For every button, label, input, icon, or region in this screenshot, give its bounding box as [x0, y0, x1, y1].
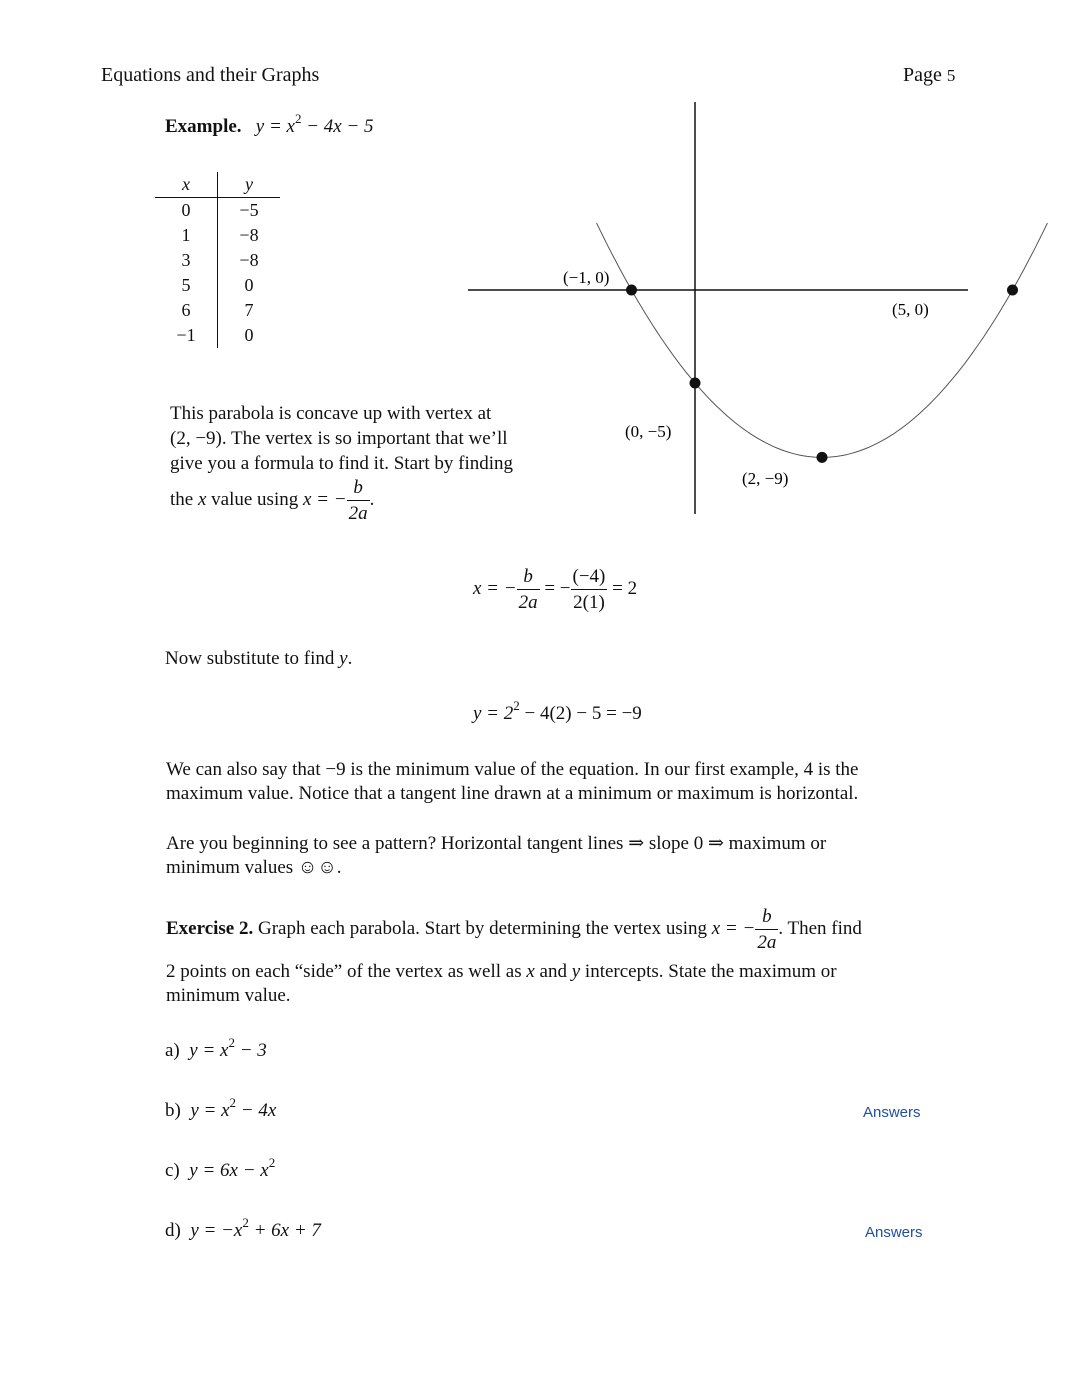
- problem-rest: − 4x: [236, 1100, 277, 1121]
- vertex-text-line: (2, −9). The vertex is so important that we’ll: [170, 428, 508, 449]
- table-cell-y: −5: [239, 200, 259, 220]
- calc-x-fraction-2: [571, 567, 608, 612]
- calc-y-lhs: y = 2: [473, 703, 514, 724]
- table-cell-y: −8: [239, 250, 259, 270]
- problem-c: [165, 1155, 276, 1182]
- fraction-numerator: (−4): [571, 567, 608, 590]
- exercise-line-2: [166, 960, 837, 984]
- substitute-text: [165, 648, 352, 670]
- label-5-0: (5, 0): [892, 300, 929, 319]
- calc-y-exp: 2: [513, 698, 520, 713]
- example-eq-lhs: y = x: [255, 116, 295, 137]
- example-label: Example.: [165, 116, 242, 137]
- exercise-line-3: minimum value.: [166, 985, 291, 1006]
- exercise-var: x: [526, 961, 535, 982]
- problem-label: d): [165, 1220, 181, 1241]
- problem-eq: y = x: [190, 1100, 230, 1121]
- table-cell-x: 3: [155, 248, 218, 273]
- label-neg1-0: (−1, 0): [563, 268, 610, 287]
- exercise-formula-fraction: [755, 907, 778, 952]
- table-cell-x: 0: [155, 198, 218, 224]
- vertex-explanation: [170, 401, 513, 476]
- parabola-graph: [0, 0, 1080, 540]
- vertex-formula-fraction: [347, 478, 370, 523]
- exercise-lines-2-3: [166, 960, 837, 1008]
- calc-y-rest: − 4(2) − 5 = −9: [519, 703, 642, 724]
- exercise-line-1: [166, 907, 862, 952]
- exercise-text: . Then find: [778, 917, 862, 939]
- exercise-text: Graph each parabola. Start by determining the vertex using: [253, 917, 712, 939]
- point-neg1-0: [626, 285, 637, 296]
- calc-x-mid: = −: [539, 577, 571, 599]
- exercise-var: y: [571, 961, 581, 982]
- point-5-0: [1007, 285, 1018, 296]
- problem-exp: 2: [268, 1155, 276, 1170]
- problem-exp: 2: [228, 1035, 235, 1050]
- calc-x-lhs: x = −: [473, 577, 517, 599]
- problem-rest: − 3: [234, 1040, 267, 1061]
- table-cell-y: −8: [239, 225, 259, 245]
- vertex-text-part: the: [170, 488, 198, 510]
- minimum-paragraph: [166, 758, 859, 806]
- fraction-numerator: b: [517, 567, 540, 590]
- problem-label: a): [165, 1040, 180, 1061]
- example-eq-rest: − 4x − 5: [301, 116, 374, 137]
- vertex-text-line: This parabola is concave up with vertex at: [170, 403, 492, 424]
- table-cell-x: −1: [155, 323, 218, 348]
- table-header-x: x: [155, 172, 218, 198]
- table-cell-y: 7: [244, 300, 254, 320]
- formula-lhs: x = −: [302, 488, 347, 510]
- calc-x-result: = 2: [607, 577, 638, 599]
- table-cell-y: 0: [244, 325, 254, 345]
- table-cell-x: 5: [155, 273, 218, 298]
- vertex-text-part: value using: [206, 488, 303, 510]
- problem-eq: y = 6x − x: [189, 1160, 269, 1181]
- substitute-var: y: [339, 648, 348, 669]
- page-title: Equations and their Graphs: [101, 64, 320, 86]
- table-cell-x: 6: [155, 298, 218, 323]
- answers-link-1[interactable]: Answers: [863, 1104, 921, 1121]
- vertex-formula-line: [170, 478, 374, 523]
- paragraph-line: Are you beginning to see a pattern? Horizontal tangent lines ⇒ slope 0 ⇒ maximum or: [166, 833, 827, 854]
- formula-end: .: [369, 488, 375, 510]
- table-cell-y: 0: [244, 275, 254, 295]
- vertex-point: [817, 452, 828, 463]
- substitute-part: Now substitute to find: [165, 648, 340, 669]
- y-calculation: [473, 698, 642, 725]
- paragraph-line: minimum values ☺☺.: [166, 857, 342, 878]
- paragraph-line: We can also say that −9 is the minimum value of the equation. In our first example, 4 is the: [166, 759, 859, 780]
- x-calculation: [473, 567, 637, 612]
- vertex-text-line: give you a formula to find it. Start by finding: [170, 453, 514, 474]
- answers-link-2[interactable]: Answers: [865, 1224, 923, 1241]
- table-cell-x: 1: [155, 223, 218, 248]
- point-0-neg5: [690, 378, 701, 389]
- problem-exp: 2: [242, 1215, 249, 1230]
- paragraph-line: maximum value. Notice that a tangent line drawn at a minimum or maximum is horizontal.: [166, 783, 859, 804]
- page-label: Page: [903, 64, 942, 86]
- calc-x-fraction-1: [517, 567, 540, 612]
- problem-label: c): [165, 1160, 180, 1181]
- problem-a: [165, 1035, 267, 1062]
- exercise-formula-lhs: x = −: [711, 917, 756, 939]
- fraction-denominator: 2a: [757, 932, 777, 953]
- problem-d: [165, 1215, 321, 1242]
- fraction-denominator: 2(1): [573, 592, 605, 613]
- fraction-numerator: b: [347, 478, 370, 501]
- exercise-text: intercepts. State the maximum or: [580, 961, 837, 982]
- exercise-label: Exercise 2.: [166, 917, 254, 939]
- problem-exp: 2: [229, 1095, 237, 1110]
- fraction-denominator: 2a: [518, 592, 538, 613]
- problem-b: [165, 1095, 277, 1122]
- vertex-text-var: x: [197, 488, 207, 510]
- fraction-numerator: b: [755, 907, 778, 930]
- exercise-text: and: [534, 961, 572, 982]
- problem-label: b): [165, 1100, 181, 1121]
- table-header-y: y: [218, 172, 281, 198]
- substitute-end: .: [347, 648, 353, 669]
- example-eq-exp: 2: [294, 111, 302, 126]
- pattern-paragraph: [166, 832, 826, 880]
- label-vertex: (2, −9): [742, 469, 789, 488]
- problem-eq: y = −x: [190, 1220, 243, 1241]
- problem-eq: y = x: [189, 1040, 229, 1061]
- page-number-value: 5: [946, 66, 956, 85]
- label-0-neg5: (0, −5): [625, 422, 672, 441]
- exercise-text: 2 points on each “side” of the vertex as well as: [166, 961, 527, 982]
- problem-rest: + 6x + 7: [248, 1220, 321, 1241]
- fraction-denominator: 2a: [348, 503, 368, 524]
